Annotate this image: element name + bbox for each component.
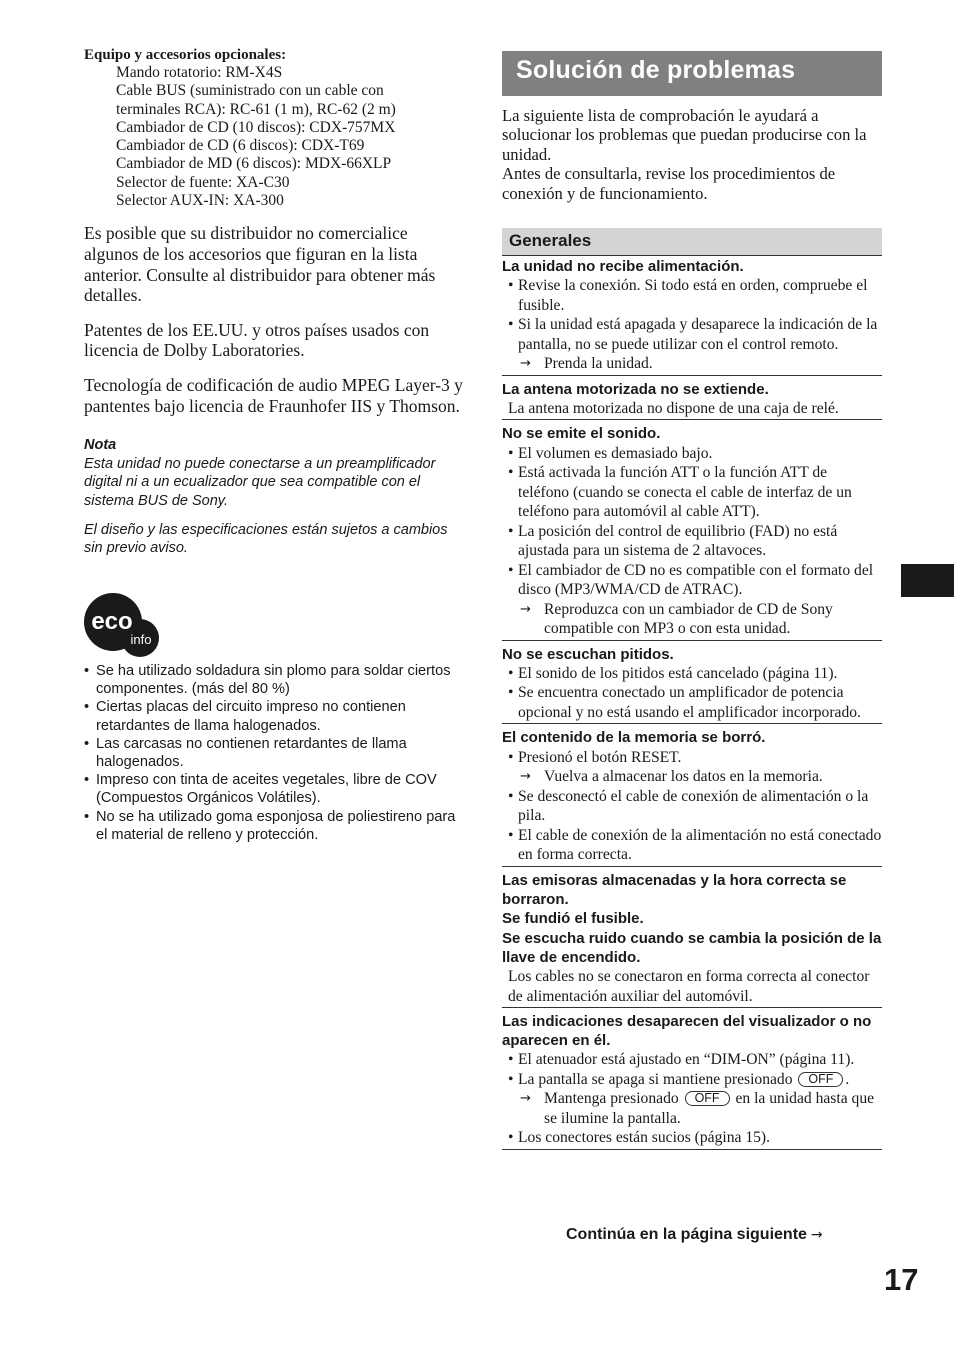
list-item: • El atenuador está ajustado en “DIM-ON” (página 11).: [502, 1050, 882, 1070]
list-item: • Presionó el botón RESET.: [502, 748, 882, 768]
list-item: • Se encuentra conectado un amplificador de potencia opcional y no está usando el amplificador incorporado.: [502, 683, 882, 722]
section-title-bar: [502, 51, 882, 96]
arrow-right-icon: →: [810, 1227, 823, 1243]
mpeg-paragraph: Tecnología de codificación de audio MPEG Layer-3 y pantentes bajo licencia de Fraunhofer IIS y Thomson.: [84, 374, 463, 416]
eco-info-logo-icon: [84, 592, 160, 658]
subsection-title: Generales: [509, 231, 592, 250]
list-item: • Si la unidad está apagada y desaparece la indicación de la pantalla, no se puede utilizar con el control remoto.: [502, 315, 882, 354]
list-item: • Ciertas placas del circuito impreso no contienen retardantes de llama halogenados.: [84, 698, 466, 734]
list-item: • La posición del control de equilibrio (FAD) no está ajustada para un sistema de 2 altavoces.: [502, 522, 882, 561]
list-item: • Está activada la función ATT o la función ATT de teléfono (cuando se conecta el cable de interfaz de un teléfono para automóvil al cable ATT).: [502, 463, 882, 522]
list-item: • Revise la conexión. Si todo está en orden, compruebe el fusible.: [502, 276, 882, 315]
list-item: Selector AUX-IN: XA-300: [116, 192, 284, 210]
off-button-symbol: OFF: [685, 1091, 730, 1106]
problem-heading: Se fundió el fusible.: [502, 910, 644, 928]
page-title: Solución de problemas: [516, 56, 796, 84]
list-item: • Se desconectó el cable de conexión de alimentación o la pila.: [502, 787, 882, 826]
list-item: Cable BUS (suministrado con un cable con: [116, 82, 384, 100]
distributor-paragraph: Es posible que su distribuidor no comercialice algunos de los accesorios que figuran en la lista anterior. Consulte al distribuidor para obtener más detalles.: [84, 223, 436, 306]
problem-no-sound: [502, 424, 882, 640]
left-column: [84, 46, 466, 557]
problem-items: [502, 1050, 882, 1148]
intro: [502, 106, 886, 203]
accessories-title: Equipo y accesorios opcionales:: [84, 47, 287, 63]
problem-heading: Se escucha ruido cuando se cambia la posición de la llave de encendido.: [502, 929, 882, 966]
eco-word: eco: [91, 608, 133, 635]
continue-note: [566, 1226, 823, 1244]
problem-heading: La unidad no recibe alimentación.: [502, 258, 744, 275]
note-text: Esta unidad no puede conectarse a un preamplificador digital ni a un ecualizador que sea compatible con el sistema BUS de Sony.: [84, 456, 436, 509]
problem-heading: El contenido de la memoria se borró.: [502, 729, 766, 747]
problem-display: [502, 1012, 882, 1150]
intro-paragraph-1: La siguiente lista de comprobación le ayudará a solucionar los problemas que puedan producirse con la unidad.: [502, 106, 867, 164]
remedy-item: → Prenda la unidad.: [502, 354, 882, 374]
list-item: Cambiador de MD (6 discos): MDX-66XLP: [116, 155, 392, 173]
problems-list: [502, 257, 882, 1150]
accessories-list: [116, 64, 466, 210]
problem-no-beeps: [502, 645, 882, 725]
remedy-item: [502, 1089, 882, 1128]
item-text: .: [845, 1070, 850, 1088]
list-item: Cambiador de CD (6 discos): CDX-T69: [116, 137, 365, 155]
problem-heading: La antena motorizada no se extiende.: [502, 380, 769, 398]
list-item: • El cambiador de CD no es compatible con el formato del disco (MP3/WMA/CD de ATRAC).: [502, 561, 882, 600]
page-number: 17: [884, 1262, 919, 1297]
problem-items: [502, 748, 882, 865]
list-item: • Se ha utilizado soldadura sin plomo para soldar ciertos componentes. (más del 80 %): [84, 662, 466, 698]
list-item: • Las carcasas no contienen retardantes de llama halogenados.: [84, 735, 466, 771]
item-text: en la unidad hasta que se ilumine la pantalla.: [544, 1090, 875, 1127]
problem-items: [502, 276, 882, 374]
list-item: Cambiador de CD (10 discos): CDX-757MX: [116, 118, 396, 136]
note-title: Nota: [84, 437, 117, 454]
item-text: Mantenga presionado: [544, 1090, 679, 1108]
problem-items: [502, 444, 882, 639]
off-button-symbol: OFF: [798, 1072, 843, 1087]
list-item: • El cable de conexión de la alimentación no está conectado en forma correcta.: [502, 826, 882, 865]
problem-memory-erased: [502, 728, 882, 866]
problem-heading: Las emisoras almacenadas y la hora correcta se borraron.: [502, 871, 847, 909]
list-item: [502, 1070, 882, 1090]
problem-text: La antena motorizada no dispone de una caja de relé.: [508, 400, 839, 418]
list-item: • No se ha utilizado goma esponjosa de poliestireno para el material de relleno y protección.: [84, 808, 466, 844]
item-text: La pantalla se apaga si mantiene presionado: [518, 1070, 793, 1088]
dolby-paragraph: Patentes de los EE.UU. y otros países usados con licencia de Dolby Laboratories.: [84, 319, 430, 361]
problem-heading: Las indicaciones desaparecen del visualizador o no aparecen en él.: [502, 1012, 872, 1050]
problem-heading: No se emite el sonido.: [502, 425, 661, 443]
problem-no-power: [502, 257, 882, 376]
list-item: • El volumen es demasiado bajo.: [502, 444, 882, 464]
list-item: • Impreso con tinta de aceites vegetales, libre de COV (Compuestos Orgánicos Volátiles).: [84, 771, 466, 807]
eco-list: [84, 662, 466, 844]
list-item: terminales RCA): RC-61 (1 m), RC-62 (2 m): [116, 100, 396, 118]
problem-items: [502, 664, 882, 723]
problem-heading: No se escuchan pitidos.: [502, 645, 674, 663]
list-item: Mando rotatorio: RM-X4S: [116, 64, 283, 81]
intro-paragraph-2: Antes de consultarla, revise los procedimientos de conexión y de funcionamiento.: [502, 164, 836, 203]
continue-text: Continúa en la página siguiente: [566, 1226, 807, 1243]
problem-stations-erased: [502, 871, 882, 1008]
eco-sub: info: [130, 632, 152, 647]
list-item: • Los conectores están sucios (página 15).: [502, 1128, 882, 1148]
remedy-item: → Reproduzca con un cambiador de CD de Sony compatible con MP3 o con esta unidad.: [502, 600, 882, 639]
subsection-bar: [502, 228, 882, 256]
list-item: • El sonido de los pitidos está cancelado (página 11).: [502, 664, 882, 684]
list-item: Selector de fuente: XA-C30: [116, 173, 290, 191]
problem-antenna: [502, 380, 882, 421]
specs-note: El diseño y las especificaciones están sujetos a cambios sin previo aviso.: [84, 521, 448, 556]
problem-text: Los cables no se conectaron en forma correcta al conector de alimentación auxiliar del automóvil.: [508, 968, 870, 1005]
remedy-item: → Vuelva a almacenar los datos en la memoria.: [502, 767, 882, 787]
chapter-tab: [901, 564, 954, 597]
